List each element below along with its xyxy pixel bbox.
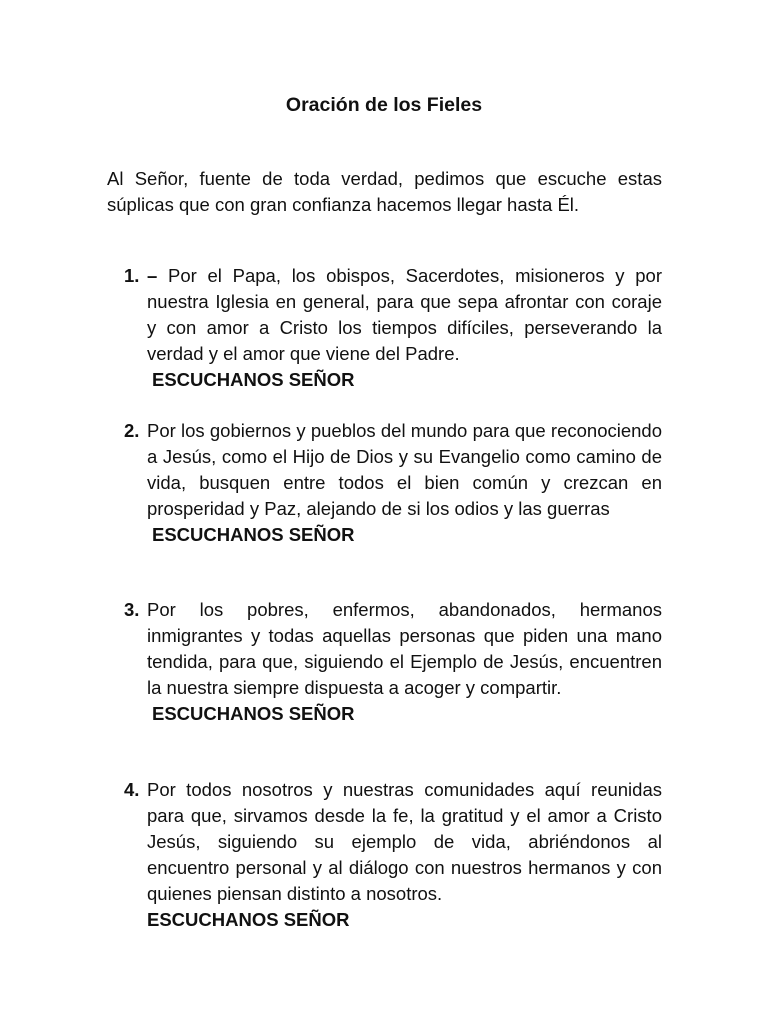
petition-dash: –	[147, 265, 158, 286]
petition-item-1	[124, 263, 662, 393]
petition-response: ESCUCHANOS SEÑOR	[152, 369, 355, 390]
petition-text: Por los gobiernos y pueblos del mundo para que reconociendo a Jesús, como el Hijo de Dios y su Evangelio como camino de vida, busquen entre todos el bien común y crezcan en prosperidad y Paz, alejando de si los odios y las guerras	[147, 420, 662, 519]
petition-number: 3.	[124, 599, 140, 620]
petition-item-2	[124, 418, 662, 548]
intro-paragraph: Al Señor, fuente de toda verdad, pedimos que escuche estas súplicas que con gran confianza hacemos llegar hasta Él.	[107, 168, 662, 215]
petition-number: 2.	[124, 420, 140, 441]
document-title: Oración de los Fieles	[285, 94, 483, 116]
petition-number: 4.	[124, 779, 140, 800]
petition-item-3	[124, 597, 662, 727]
petition-text: Por los pobres, enfermos, abandonados, hermanos inmigrantes y todas aquellas personas que piden una mano tendida, para que, siguiendo el Ejemplo de Jesús, encuentren la nuestra siempre dispuesta a acoger y compartir.	[147, 599, 662, 698]
petition-text: Por el Papa, los obispos, Sacerdotes, misioneros y por nuestra Iglesia en general, para que sepa afrontar con coraje y con amor a Cristo los tiempos difíciles, perseverando la verdad y el amor que viene del Padre.	[147, 265, 662, 364]
petition-item-4	[124, 777, 662, 933]
petition-number: 1.	[124, 265, 140, 286]
petition-response: ESCUCHANOS SEÑOR	[152, 703, 355, 724]
petition-text: Por todos nosotros y nuestras comunidades aquí reunidas para que, sirvamos desde la fe, la gratitud y el amor a Cristo Jesús, siguiendo su ejemplo de vida, abriéndonos al encuentro personal y al diálogo con nuestros hermanos y con quienes piensan distinto a nosotros.	[147, 779, 662, 904]
petition-response: ESCUCHANOS SEÑOR	[147, 909, 350, 930]
petition-response: ESCUCHANOS SEÑOR	[152, 524, 355, 545]
petition-text-container	[147, 263, 662, 367]
